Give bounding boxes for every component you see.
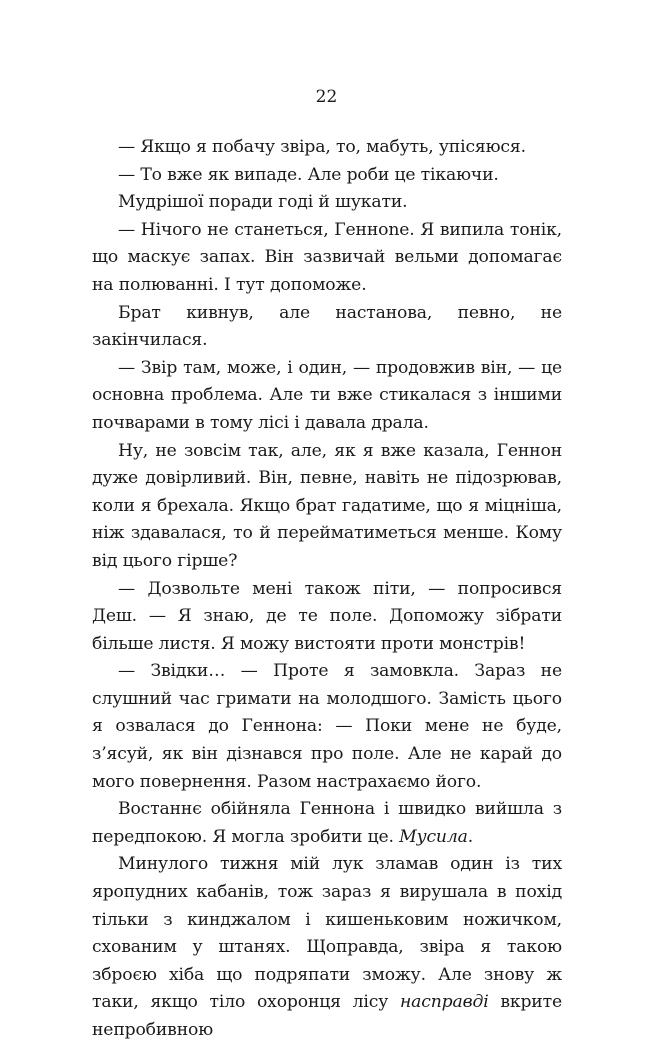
paragraph [92, 796, 562, 851]
text-run: — Нічого не станеться, Геннone. Я випила тонік, що маскує запах. Він зазвичай вельми допомагає на полюванні. І тут допоможе. [92, 219, 562, 295]
page-number: 22 [315, 87, 338, 107]
text-run: Брат кивнув, але настанова, певно, не закінчилася. [92, 302, 562, 351]
paragraph [92, 851, 562, 1044]
paragraph [92, 355, 562, 438]
text-run: Востаннє обійняла Геннона і швидко вийшла з передпокою. Я могла зробити це. [92, 799, 562, 847]
text-run: Мудрішої поради годі й шукати. [118, 192, 408, 213]
text-run: — Звідки… — Проте я замовкла. Зараз не слушний час гримати на молодшого. Замість цього я озвалася до Геннона: — Поки мене не буде, з’ясуй, як він дізнався про поле. Але не карай до мого повернення. Разом настрахаємо його. [92, 661, 562, 792]
body-text [92, 134, 562, 1045]
paragraph [92, 438, 562, 576]
paragraph [92, 217, 562, 300]
text-run: — Звір там, може, і один, — продовжив він, — це основна проблема. Але ти вже стикалася з іншими почварами в тому лісі і давала драла. [92, 357, 562, 433]
text-run: — Якщо я побачу звіра, то, мабуть, упісяюся. [118, 137, 526, 157]
paragraph [92, 300, 562, 355]
paragraph [92, 189, 562, 217]
emphasis-text: насправді [399, 992, 489, 1013]
paragraph [92, 658, 562, 796]
text-run: . [467, 826, 474, 847]
text-run: вкрите непробивною [92, 992, 562, 1040]
text-run: — То вже як випаде. Але роби це тікаючи. [118, 164, 499, 185]
paragraph [92, 162, 562, 190]
text-run: Ну, не зовсім так, але, як я вже казала, Геннон дуже довірливий. Він, певне, навіть не підозрював, коли я брехала. Якщо брат гадатиме, що я міцніша, ніж здавалася, то й перейматиметься менше. Кому від цього гірше? [92, 440, 562, 571]
text-run: — Дозвольте мені також піти, — попросився Деш. — Я знаю, де те поле. Допоможу зібрати більше листя. Я можу вистояти проти монстрів! [92, 578, 562, 654]
text-run: Минулого тижня мій лук зламав один із тих яропудних кабанів, тож зараз я вирушала в похід тільки з кинджалом і кишеньковим ножичком, схованим у штанях. Щоправда, звіра я такою зброєю хіба що подряпати зможу. Але знову ж таки, якщо тіло охоронця лісу [92, 854, 562, 1013]
paragraph [92, 134, 562, 162]
paragraph [92, 576, 562, 659]
emphasis-text: Мусила [399, 826, 468, 847]
